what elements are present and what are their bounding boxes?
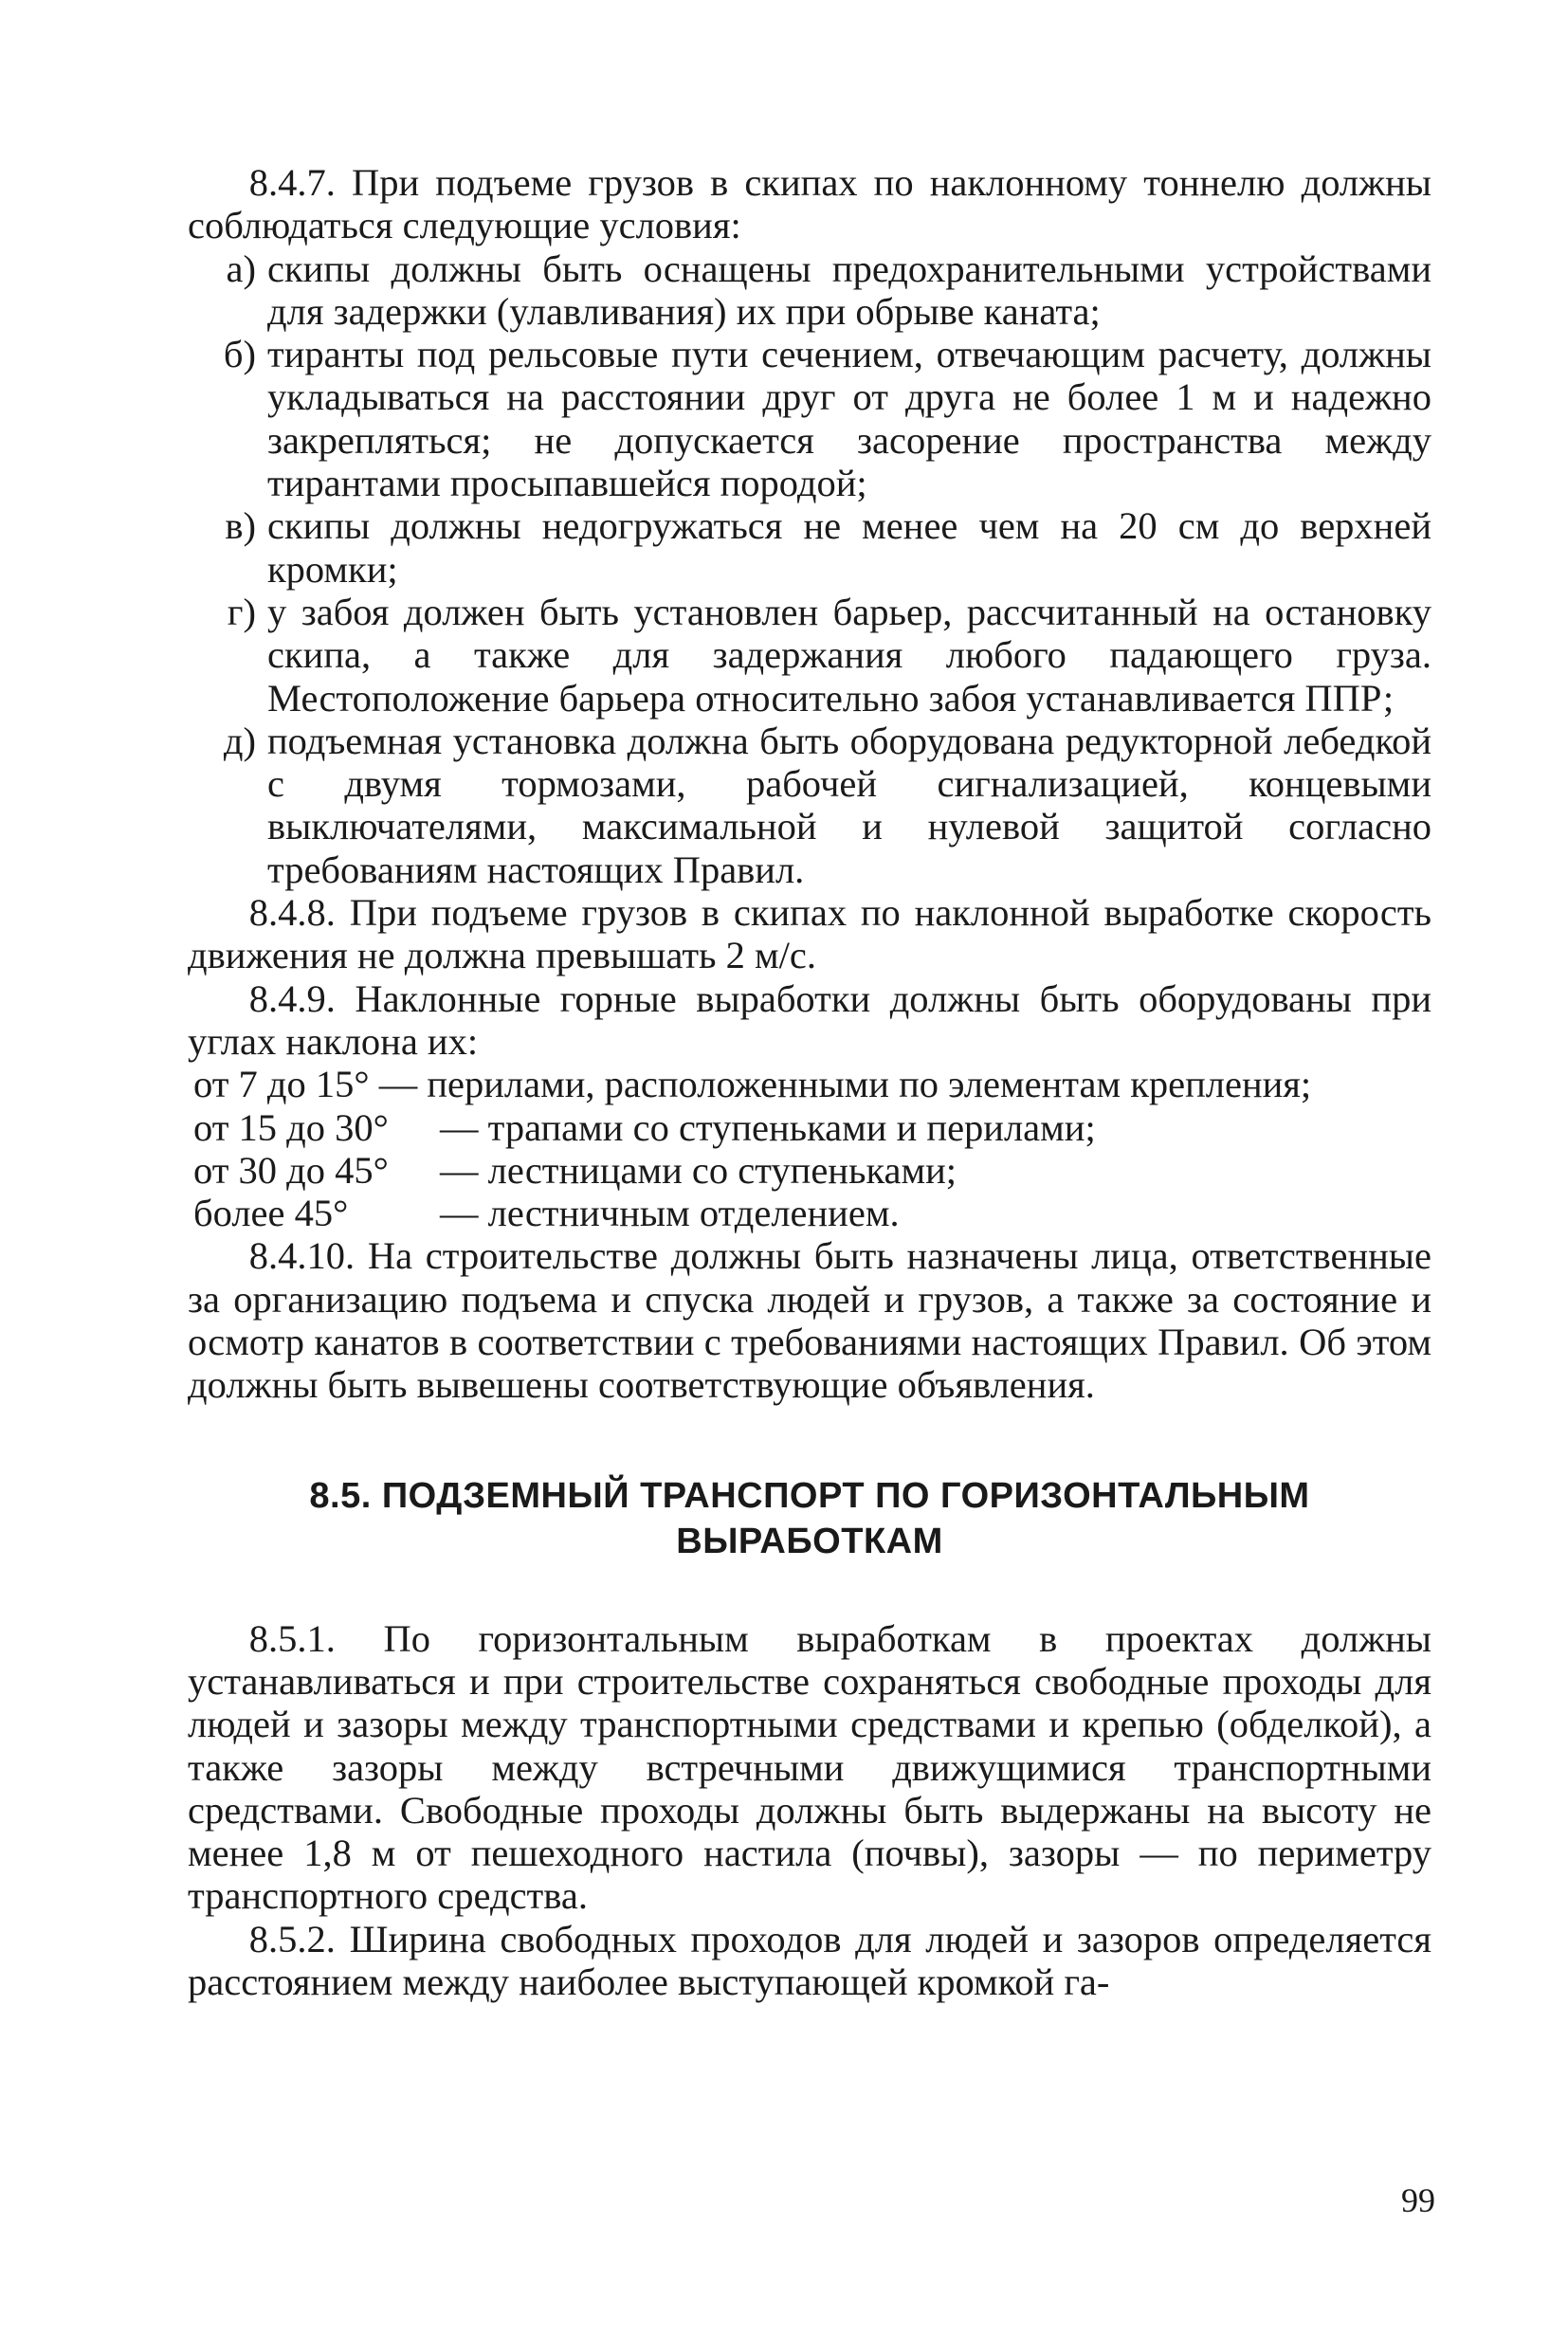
paragraph-8-5-2: 8.5.2. Ширина свободных проходов для людей и зазоров определяется расстоянием между наиболее выступающей кромкой га- — [188, 1917, 1431, 2003]
angle-range-text: — лестничным отделением. — [440, 1192, 900, 1235]
list-marker: д) — [223, 719, 256, 762]
angle-range-text: от 7 до 15° — перилами, расположенными по элементам крепления; — [193, 1063, 1312, 1106]
angle-range-text: — лестницами со ступеньками; — [440, 1148, 957, 1192]
list-item-text: тиранты под рельсовые пути сечением, отвечающим расчету, должны укладываться на расстоянии друг от друга не более 1 м и надежно закрепляться; не допускается засорение пространства между тирантами просыпавшейся породой; — [267, 333, 1431, 505]
list-item-g — [188, 591, 1431, 720]
list-item-text: скипы должны быть оснащены предохранительными устройствами для задержки (улавливания) их при обрыве каната; — [267, 246, 1431, 333]
list-item-a — [188, 247, 1431, 334]
paragraph-8-5-1: 8.5.1. По горизонтальным выработкам в проектах должны устанавливаться и при строительстве сохраняться свободные проходы для людей и зазоры между транспортными средствами и крепью (обделкой), а также зазоры между встречными движущимися транспортными средствами. Свободные проходы должны быть выдержаны на высоту не менее 1,8 м от пешеходного настила (почвы), зазоры — по периметру транспортного средства. — [188, 1616, 1431, 1918]
paragraph-8-4-7: 8.4.7. При подъеме грузов в скипах по наклонному тоннелю должны соблюдаться следующие условия: — [188, 161, 1431, 247]
section-heading-line: ВЫРАБОТКАМ — [676, 1521, 943, 1561]
angle-range-row — [188, 1149, 1431, 1192]
angle-range-label: более 45° — [193, 1192, 349, 1235]
angle-range-first — [188, 1063, 1431, 1105]
angle-range-text: — трапами со ступеньками и перилами; — [440, 1105, 1096, 1149]
page-body — [188, 161, 1431, 2003]
list-marker: г) — [227, 590, 256, 633]
list-item-text: подъемная установка должна быть оборудована редукторной лебедкой с двумя тормозами, рабочей сигнализацией, концевыми выключателями, максимальной и нулевой защитой согласно требованиям настоящих Правил. — [267, 719, 1431, 891]
angle-range-label: от 30 до 45° — [193, 1148, 389, 1192]
list-marker: в) — [225, 504, 256, 548]
angle-range-row — [188, 1106, 1431, 1149]
section-heading-line: 8.5. ПОДЗЕМНЫЙ ТРАНСПОРТ ПО ГОРИЗОНТАЛЬНЫМ — [309, 1475, 1310, 1516]
list-item-text: скипы должны недогружаться не менее чем на 20 см до верхней кромки; — [267, 504, 1431, 591]
list-item-v — [188, 504, 1431, 591]
list-item-b — [188, 333, 1431, 504]
list-marker: а) — [226, 246, 256, 290]
paragraph-8-4-10: 8.4.10. На строительстве должны быть назначены лица, ответственные за организацию подъема и спуска людей и грузов, а также за состояние и осмотр канатов в соответствии с требованиями настоящих Правил. Об этом должны быть вывешены соответствующие объявления. — [188, 1234, 1431, 1407]
angle-range-row — [188, 1192, 1431, 1234]
list-marker: б) — [223, 333, 256, 376]
list-item-text: у забоя должен быть установлен барьер, рассчитанный на остановку скипа, а также для задержания любого падающего груза. Местоположение барьера относительно забоя устанавливается ППР; — [267, 590, 1431, 720]
page-number: 99 — [1401, 2181, 1435, 2219]
paragraph-8-4-8: 8.4.8. При подъеме грузов в скипах по наклонной выработке скорость движения не должна превышать 2 м/с. — [188, 891, 1431, 977]
section-heading — [188, 1473, 1431, 1564]
paragraph-8-4-9: 8.4.9. Наклонные горные выработки должны быть оборудованы при углах наклона их: — [188, 976, 1431, 1063]
angle-range-label: от 15 до 30° — [193, 1105, 389, 1149]
list-item-d — [188, 720, 1431, 891]
